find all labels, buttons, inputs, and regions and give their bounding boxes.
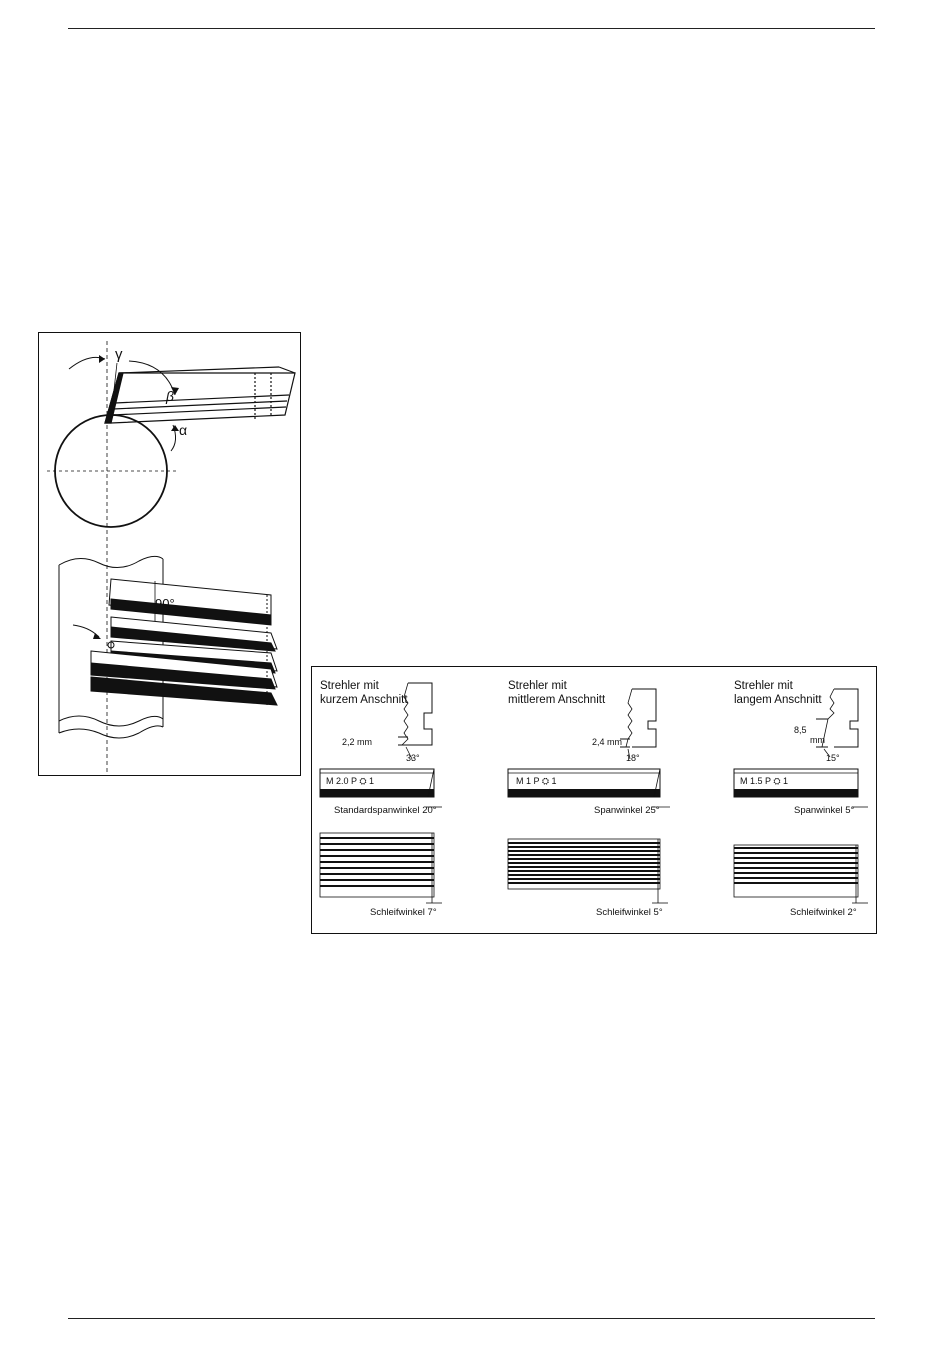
header-rule bbox=[68, 28, 875, 29]
gamma-label: γ bbox=[115, 346, 123, 363]
column-2-grind-caption: Schleifwinkel 5° bbox=[596, 907, 663, 918]
column-1-title-line2: kurzem Anschnitt bbox=[320, 694, 408, 706]
chaser-variants-figure bbox=[311, 666, 877, 934]
chaser-variants-drawing bbox=[312, 667, 876, 933]
column-3-grind-caption: Schleifwinkel 2° bbox=[790, 907, 857, 918]
column-2-title-line2: mittlerem Anschnitt bbox=[508, 694, 606, 706]
chaser-geometry-figure bbox=[38, 332, 301, 776]
column-1-grind-caption: Schleifwinkel 7° bbox=[370, 907, 437, 918]
column-2-rake-caption: Spanwinkel 25° bbox=[594, 805, 660, 816]
chaser-geometry-drawing bbox=[39, 333, 300, 775]
column-2-stripes bbox=[508, 839, 660, 889]
beta-label: β bbox=[166, 388, 174, 404]
column-2-tool-marking: M 1 P ⛭ 1 bbox=[516, 776, 557, 786]
column-1-chamfer-length: 2,2 mm bbox=[342, 737, 373, 747]
column-1-chamfer-angle: 33° bbox=[406, 753, 420, 763]
column-1-tool-marking: M 2.0 P ⛭ 1 bbox=[326, 776, 375, 786]
column-3-chamfer-length-line2: mm bbox=[810, 735, 825, 745]
column-1-stripes bbox=[320, 833, 434, 897]
column-3-title-line2: langem Anschnitt bbox=[734, 694, 822, 706]
column-2-chamfer-angle: 18° bbox=[626, 753, 640, 763]
column-3-chamfer-angle: 15° bbox=[826, 753, 840, 763]
column-3-stripes bbox=[734, 845, 858, 897]
column-3-chamfer-length-line1: 8,5 bbox=[794, 725, 807, 735]
column-long-chamfer bbox=[734, 680, 868, 918]
column-short-chamfer bbox=[320, 680, 442, 918]
column-3-title-line1: Strehler mit bbox=[734, 680, 793, 692]
column-1-rake-caption: Standardspanwinkel 20° bbox=[334, 805, 437, 816]
chaser-tool-top bbox=[105, 367, 295, 423]
column-2-title-line1: Strehler mit bbox=[508, 680, 567, 692]
column-3-rake-caption: Spanwinkel 5° bbox=[794, 805, 855, 816]
column-2-chamfer-length: 2,4 mm bbox=[592, 737, 623, 747]
right-angle-label: 90° bbox=[155, 596, 175, 611]
alpha-label: α bbox=[179, 422, 188, 438]
column-1-title-line1: Strehler mit bbox=[320, 680, 379, 692]
column-3-tool-marking: M 1.5 P ⛭ 1 bbox=[740, 776, 789, 786]
column-medium-chamfer bbox=[508, 680, 670, 918]
chaser-teeth-side bbox=[91, 579, 277, 705]
footer-rule bbox=[68, 1318, 875, 1319]
